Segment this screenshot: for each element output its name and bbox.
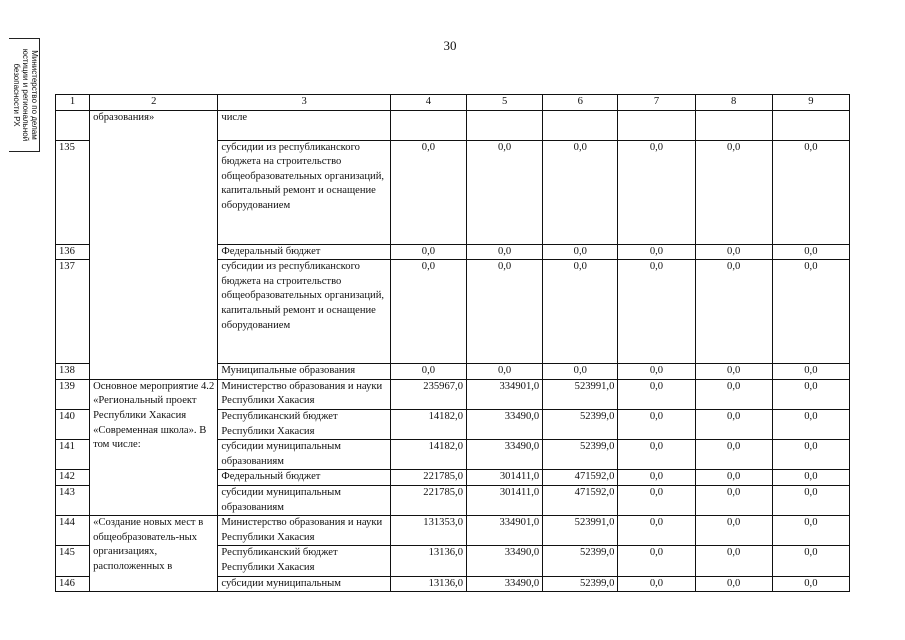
value-cell: 0,0	[772, 485, 849, 515]
program-cell: Основное мероприятие 4.2 «Региональный проект Республики Хакасия «Современная школа». В том числе:	[90, 379, 218, 515]
value-cell: 334901,0	[467, 516, 543, 546]
header-col-4: 4	[390, 95, 466, 111]
value-cell: 0,0	[695, 364, 772, 380]
value-cell: 0,0	[390, 364, 466, 380]
funding-source: числе	[218, 110, 390, 140]
value-cell: 52399,0	[543, 576, 618, 592]
value-cell: 0,0	[695, 244, 772, 260]
row-number	[56, 110, 90, 140]
value-cell: 0,0	[390, 260, 466, 364]
value-cell: 0,0	[695, 546, 772, 576]
value-cell: 0,0	[543, 244, 618, 260]
value-cell	[618, 110, 695, 140]
value-cell: 0,0	[618, 440, 695, 470]
value-cell: 471592,0	[543, 470, 618, 486]
value-cell: 221785,0	[390, 485, 466, 515]
value-cell: 0,0	[772, 409, 849, 439]
value-cell: 0,0	[618, 409, 695, 439]
value-cell	[695, 110, 772, 140]
value-cell: 13136,0	[390, 576, 466, 592]
funding-source: Министерство образования и науки Республики Хакасия	[218, 379, 390, 409]
program-cell: «Создание новых мест в общеобразователь-ных организациях, расположенных в	[90, 516, 218, 592]
table-row	[56, 379, 850, 409]
header-col-2: 2	[90, 95, 218, 111]
value-cell: 0,0	[467, 244, 543, 260]
funding-source: субсидии из республиканского бюджета на строительство общеобразовательных организаций, капитальный ремонт и оснащение оборудованием	[218, 260, 390, 364]
funding-source: субсидии муниципальным образованиям	[218, 485, 390, 515]
value-cell: 52399,0	[543, 546, 618, 576]
value-cell: 0,0	[772, 440, 849, 470]
row-number: 143	[56, 485, 90, 515]
header-col-8: 8	[695, 95, 772, 111]
value-cell	[390, 110, 466, 140]
value-cell: 33490,0	[467, 409, 543, 439]
funding-source: Республиканский бюджет Республики Хакасия	[218, 546, 390, 576]
value-cell: 0,0	[695, 440, 772, 470]
row-number: 142	[56, 470, 90, 486]
value-cell: 523991,0	[543, 516, 618, 546]
value-cell: 0,0	[618, 576, 695, 592]
funding-source: Федеральный бюджет	[218, 470, 390, 486]
value-cell: 33490,0	[467, 546, 543, 576]
value-cell: 0,0	[695, 379, 772, 409]
value-cell: 0,0	[695, 260, 772, 364]
program-cell: образования»	[90, 110, 218, 379]
budget-table	[55, 94, 850, 592]
row-number: 139	[56, 379, 90, 409]
header-col-5: 5	[467, 95, 543, 111]
value-cell: 0,0	[695, 470, 772, 486]
value-cell: 0,0	[467, 364, 543, 380]
value-cell: 52399,0	[543, 440, 618, 470]
value-cell: 0,0	[772, 379, 849, 409]
value-cell: 13136,0	[390, 546, 466, 576]
value-cell: 0,0	[618, 140, 695, 244]
value-cell: 131353,0	[390, 516, 466, 546]
value-cell: 0,0	[543, 140, 618, 244]
value-cell: 33490,0	[467, 440, 543, 470]
value-cell: 14182,0	[390, 409, 466, 439]
row-number: 135	[56, 140, 90, 244]
value-cell: 334901,0	[467, 379, 543, 409]
row-number: 138	[56, 364, 90, 380]
value-cell: 0,0	[543, 364, 618, 380]
value-cell: 0,0	[695, 485, 772, 515]
header-col-1: 1	[56, 95, 90, 111]
value-cell: 301411,0	[467, 470, 543, 486]
value-cell: 0,0	[618, 470, 695, 486]
value-cell: 0,0	[618, 244, 695, 260]
value-cell: 14182,0	[390, 440, 466, 470]
funding-source: субсидии муниципальным образованиям	[218, 440, 390, 470]
value-cell: 0,0	[618, 364, 695, 380]
value-cell	[467, 110, 543, 140]
value-cell: 471592,0	[543, 485, 618, 515]
funding-source: Министерство образования и науки Республики Хакасия	[218, 516, 390, 546]
value-cell: 0,0	[618, 379, 695, 409]
funding-source: субсидии муниципальным	[218, 576, 390, 592]
table-row	[56, 516, 850, 546]
value-cell: 0,0	[390, 140, 466, 244]
stamp-text: Министерство по делам юстиции и региональной безопасности РХ	[12, 48, 39, 142]
value-cell: 0,0	[772, 516, 849, 546]
registry-stamp	[9, 38, 40, 152]
value-cell: 0,0	[772, 244, 849, 260]
row-number: 145	[56, 546, 90, 576]
row-number: 141	[56, 440, 90, 470]
row-number: 140	[56, 409, 90, 439]
value-cell: 0,0	[695, 140, 772, 244]
value-cell: 0,0	[618, 260, 695, 364]
value-cell: 52399,0	[543, 409, 618, 439]
header-col-7: 7	[618, 95, 695, 111]
funding-source: Республиканский бюджет Республики Хакасия	[218, 409, 390, 439]
row-number: 144	[56, 516, 90, 546]
value-cell: 0,0	[772, 260, 849, 364]
value-cell: 0,0	[618, 516, 695, 546]
value-cell: 523991,0	[543, 379, 618, 409]
value-cell: 301411,0	[467, 485, 543, 515]
value-cell: 0,0	[618, 546, 695, 576]
header-col-6: 6	[543, 95, 618, 111]
page-number: 30	[443, 38, 457, 53]
header-col-3: 3	[218, 95, 390, 111]
value-cell: 0,0	[772, 576, 849, 592]
row-number: 137	[56, 260, 90, 364]
value-cell: 0,0	[618, 485, 695, 515]
value-cell: 0,0	[695, 576, 772, 592]
value-cell: 33490,0	[467, 576, 543, 592]
funding-source: Федеральный бюджет	[218, 244, 390, 260]
table-row	[56, 110, 850, 140]
value-cell: 0,0	[772, 140, 849, 244]
row-number: 146	[56, 576, 90, 592]
value-cell: 0,0	[695, 516, 772, 546]
funding-source: субсидии из республиканского бюджета на строительство общеобразовательных организаций, капитальный ремонт и оснащение оборудованием	[218, 140, 390, 244]
value-cell: 0,0	[390, 244, 466, 260]
value-cell: 0,0	[772, 546, 849, 576]
value-cell: 235967,0	[390, 379, 466, 409]
value-cell: 221785,0	[390, 470, 466, 486]
value-cell: 0,0	[467, 140, 543, 244]
value-cell	[543, 110, 618, 140]
value-cell: 0,0	[772, 470, 849, 486]
value-cell: 0,0	[543, 260, 618, 364]
header-col-9: 9	[772, 95, 849, 111]
value-cell	[772, 110, 849, 140]
funding-source: Муниципальные образования	[218, 364, 390, 380]
value-cell: 0,0	[772, 364, 849, 380]
header-row	[56, 95, 850, 111]
row-number: 136	[56, 244, 90, 260]
value-cell: 0,0	[467, 260, 543, 364]
value-cell: 0,0	[695, 409, 772, 439]
